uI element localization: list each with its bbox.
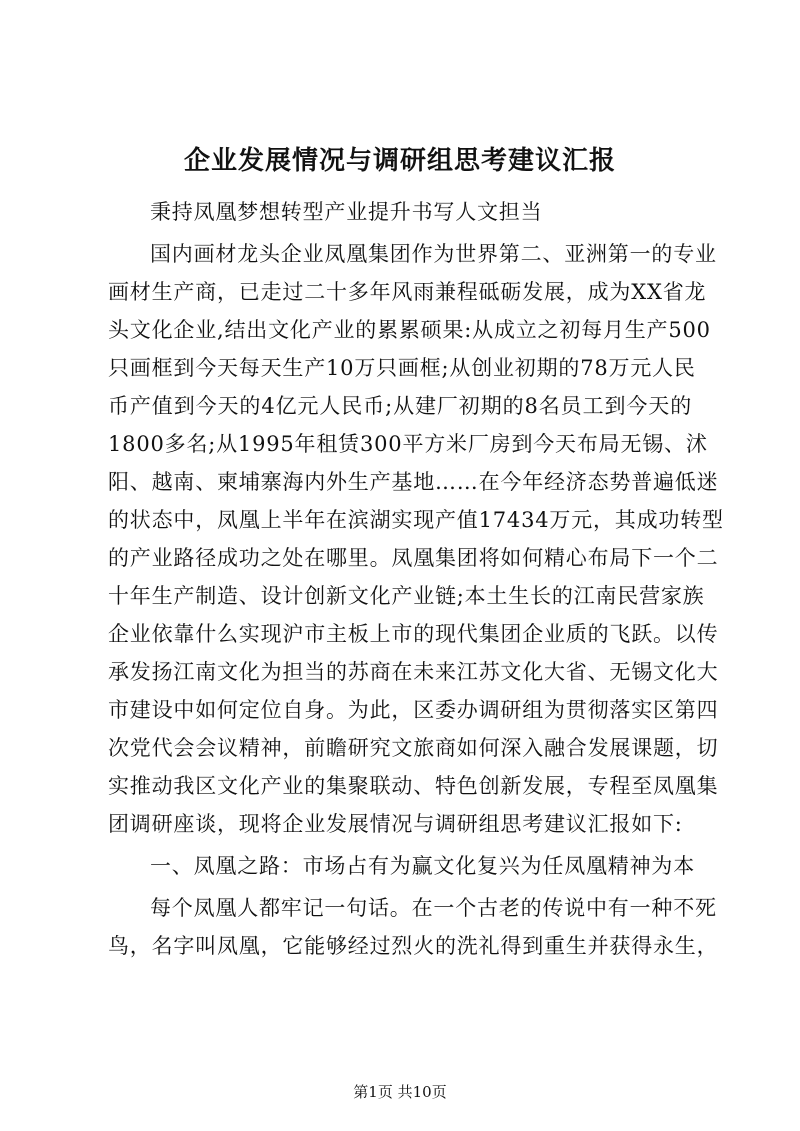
paragraph-line: 实推动我区文化产业的集聚联动、特色创新发展，专程至凤凰集 [108, 774, 719, 798]
paragraph-line: 承发扬江南文化为担当的苏商在未来江苏文化大省、无锡文化大 [108, 660, 719, 684]
paragraph-line: 国内画材龙头企业凤凰集团作为世界第二、亚洲第一的专业 [150, 242, 717, 266]
paragraph-line: 1800多名;从1995年租赁300平方米厂房到今天布局无锡、沭 [108, 432, 708, 456]
paragraph-line: 次党代会会议精神，前瞻研究文旅商如何深入融合发展课题，切 [108, 736, 719, 760]
paragraph-line: 头文化企业,结出文化产业的累累硕果:从成立之初每月生产500 [108, 318, 711, 342]
paragraph-line: 画材生产商，已走过二十多年风雨兼程砥砺发展，成为XX省龙 [108, 280, 707, 304]
paragraph-line: 的状态中，凤凰上半年在滨湖实现产值17434万元，其成功转型 [108, 508, 724, 532]
paragraph-line: 币产值到今天的4亿元人民币;从建厂初期的8名员工到今天的 [108, 394, 692, 418]
paragraph-line: 企业依靠什么实现沪市主板上市的现代集团企业质的飞跃。以传 [108, 622, 719, 646]
page-title: 企业发展情况与调研组思考建议汇报 [183, 146, 616, 176]
paragraph-line: 市建设中如何定位自身。为此，区委办调研组为贯彻落实区第四 [108, 698, 719, 722]
paragraph-line: 鸟，名字叫凤凰，它能够经过烈火的洗礼得到重生并获得永生， [108, 934, 719, 958]
paragraph-line: 十年生产制造、设计创新文化产业链;本土生长的江南民营家族 [108, 584, 705, 608]
paragraph-line: 团调研座谈，现将企业发展情况与调研组思考建议汇报如下: [108, 812, 683, 836]
paragraph-line: 的产业路径成功之处在哪里。凤凰集团将如何精心布局下一个二 [108, 546, 719, 570]
paragraph-line: 每个凤凰人都牢记一句话。在一个古老的传说中有一种不死 [150, 896, 717, 920]
section-heading: 一、凤凰之路：市场占有为赢文化复兴为任凤凰精神为本 [150, 854, 695, 878]
subtitle: 秉持凤凰梦想转型产业提升书写人文担当 [150, 200, 543, 224]
page-footer: 第1页 共10页 [353, 1083, 447, 1101]
paragraph-line: 只画框到今天每天生产10万只画框;从创业初期的78万元人民 [108, 356, 696, 380]
paragraph-line: 阳、越南、柬埔寨海内外生产基地……在今年经济态势普遍低迷 [108, 470, 719, 494]
